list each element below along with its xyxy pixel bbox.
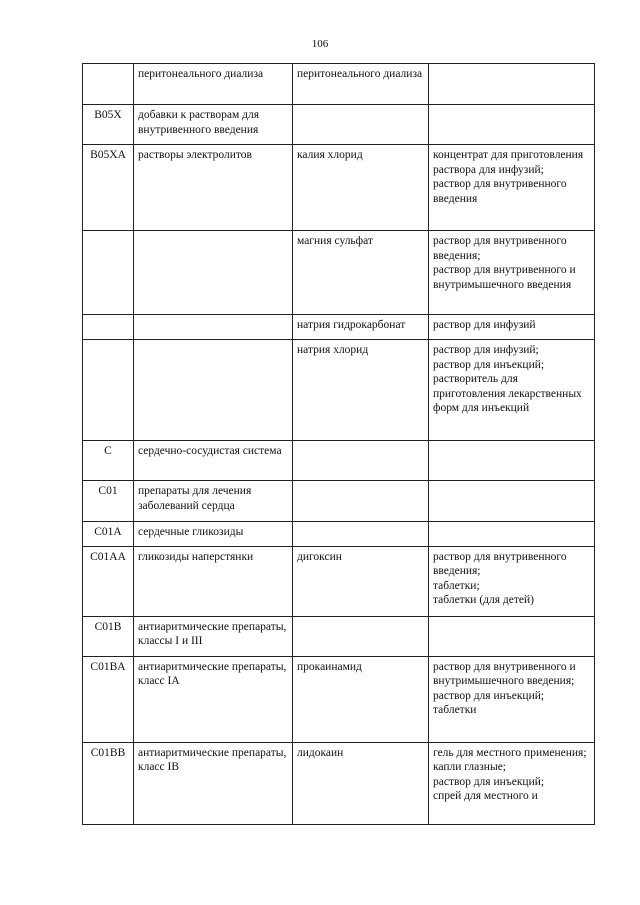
dosage-form-item: раствор для внутривенного введения; [433, 550, 567, 577]
dosage-form-item: таблетки [433, 704, 477, 716]
dosage-form-item: спрей для местного и [433, 790, 538, 802]
substance-name: прокаинамид [293, 656, 429, 742]
page-number: 106 [311, 38, 329, 50]
dosage-forms [429, 656, 595, 742]
dosage-forms [429, 742, 595, 824]
group-name: растворы электролитов [134, 145, 293, 231]
substance-name: перитонеального диализа [293, 64, 429, 105]
substance-name [293, 441, 429, 481]
group-name: антиаритмические препараты, классы I и III [134, 616, 293, 656]
dosage-forms [429, 315, 595, 340]
group-name: антиаритмические препараты, класс IA [134, 656, 293, 742]
table-row [83, 742, 595, 824]
atc-code: C01BA [83, 656, 134, 742]
atc-code: C01BB [83, 742, 134, 824]
table-row [83, 145, 595, 231]
atc-code: C01B [83, 616, 134, 656]
atc-code: C [83, 441, 134, 481]
atc-code: C01 [83, 481, 134, 522]
substance-name: калия хлорид [293, 145, 429, 231]
dosage-form-item: гель для местного применения; [433, 746, 587, 759]
substance-name: натрия гидрокарбонат [293, 315, 429, 340]
table-row [83, 522, 595, 547]
atc-code: C01AA [83, 546, 134, 616]
substance-name: лидокаин [293, 742, 429, 824]
dosage-form-item: раствор для инъекций; [433, 358, 545, 371]
dosage-form-item: раствор для внутривенного и внутримышечного введения; [433, 660, 576, 687]
group-name: добавки к растворам для внутривенного введения [134, 105, 293, 145]
group-name: антиаритмические препараты, класс IB [134, 742, 293, 824]
dosage-form-item: концентрат для приготовления раствора для инфузий; [433, 149, 584, 176]
atc-code: B05XA [83, 145, 134, 231]
dosage-form-item: растворитель для приготовления лекарственных форм для инъекций [433, 373, 582, 414]
substance-name [293, 481, 429, 522]
table-row [83, 315, 595, 340]
dosage-forms [429, 546, 595, 616]
atc-code: B05X [83, 105, 134, 145]
dosage-forms [429, 481, 595, 522]
group-name: препараты для лечения заболеваний сердца [134, 481, 293, 522]
dosage-forms [429, 616, 595, 656]
substance-name: магния сульфат [293, 231, 429, 315]
substance-name [293, 616, 429, 656]
atc-code: C01A [83, 522, 134, 547]
atc-code [83, 231, 134, 315]
dosage-forms [429, 441, 595, 481]
group-name: перитонеального диализа [134, 64, 293, 105]
dosage-forms [429, 145, 595, 231]
dosage-forms [429, 64, 595, 105]
dosage-form-item: капли глазные; [433, 761, 506, 773]
group-name: сердечные гликозиды [134, 522, 293, 547]
group-name: гликозиды наперстянки [134, 546, 293, 616]
dosage-form-item: раствор для инъекций; [433, 775, 545, 788]
dosage-form-item: раствор для инфузий; [433, 344, 539, 356]
dosage-form-item: раствор для внутривенного введения; [433, 235, 567, 262]
dosage-form-item: раствор для инфузий [433, 319, 536, 331]
dosage-form-item: таблетки (для детей) [433, 594, 534, 606]
table-row [83, 656, 595, 742]
group-name [134, 315, 293, 340]
group-name [134, 340, 293, 441]
table-row [83, 231, 595, 315]
table-row [83, 441, 595, 481]
dosage-forms [429, 105, 595, 145]
dosage-form-item: раствор для инъекций; [433, 689, 545, 702]
table-row [83, 481, 595, 522]
table-row [83, 546, 595, 616]
table-row [83, 105, 595, 145]
drug-table-body [83, 64, 595, 825]
group-name [134, 231, 293, 315]
drug-table [82, 63, 595, 825]
table-row [83, 64, 595, 105]
table-row [83, 616, 595, 656]
table-row [83, 340, 595, 441]
substance-name [293, 522, 429, 547]
substance-name: натрия хлорид [293, 340, 429, 441]
atc-code [83, 340, 134, 441]
substance-name [293, 105, 429, 145]
atc-code [83, 315, 134, 340]
dosage-form-item: раствор для внутривенного введения [433, 178, 567, 205]
dosage-forms [429, 340, 595, 441]
dosage-form-item: раствор для внутривенного и внутримышечного введения [433, 264, 576, 291]
group-name: сердечно-сосудистая система [134, 441, 293, 481]
dosage-forms [429, 522, 595, 547]
dosage-forms [429, 231, 595, 315]
dosage-form-item: таблетки; [433, 579, 480, 592]
substance-name: дигоксин [293, 546, 429, 616]
atc-code [83, 64, 134, 105]
